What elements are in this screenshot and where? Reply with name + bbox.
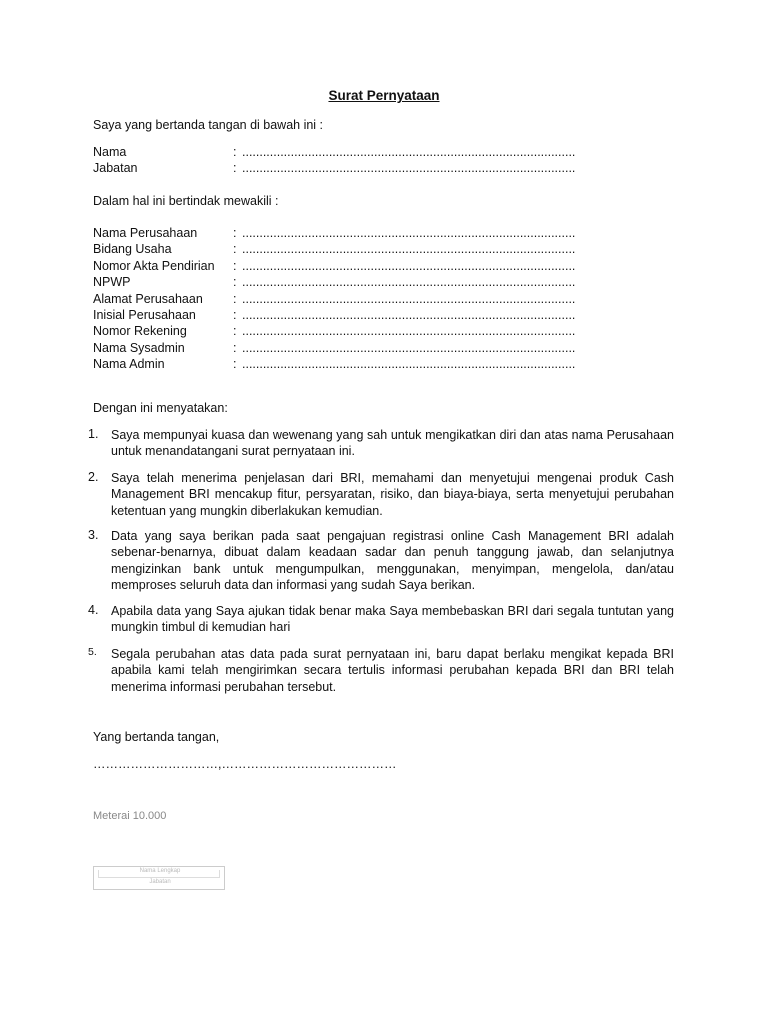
field-label: Alamat Perusahaan	[93, 292, 203, 306]
field-colon: :	[233, 226, 237, 240]
field-blank: ................................................................................................	[242, 161, 576, 175]
field-label: Nama Perusahaan	[93, 226, 198, 240]
statement-number: 5.	[88, 646, 97, 658]
field-label: Jabatan	[93, 161, 138, 175]
statement-number: 2.	[88, 470, 99, 484]
field-admin	[93, 357, 693, 373]
field-label: Inisial Perusahaan	[93, 308, 196, 322]
field-bidang-usaha	[93, 242, 693, 258]
statement-text: Segala perubahan atas data pada surat pernyataan ini, baru dapat berlaku mengikat kepada BRI apabila kami telah mengirimkan secara tertulis informasi perubahan kepada BRI dan BRI telah menerima informasi perubahan tersebut.	[111, 647, 674, 694]
field-blank: ................................................................................................	[242, 341, 576, 355]
statement-text: Data yang saya berikan pada saat pengajuan registrasi online Cash Management BRI adalah sebenar-benarnya, dibuat dalam keadaan sadar dan penuh tanggung jawab, dan selanjutnya mengizinkan bank untuk mengumpulkan, menggunakan, menyimpan, mengelola, dan/atau memproses seluruh data dan informasi yang sudah Saya berikan.	[111, 529, 674, 593]
statement-text: Saya mempunyai kuasa dan wewenang yang sah untuk mengikatkan diri dan atas nama Perusahaan untuk menandatangani surat pernyataan ini.	[111, 428, 674, 459]
field-inisial	[93, 308, 693, 324]
field-blank: ................................................................................................	[242, 308, 576, 322]
name-placeholder: Nama Lengkap	[139, 868, 181, 874]
represent-text: Dalam hal ini bertindak mewakili :	[93, 194, 279, 208]
signature-line: …………………………,……………………………………	[93, 757, 397, 771]
field-label: Nomor Akta Pendirian	[93, 259, 215, 273]
field-npwp	[93, 275, 693, 291]
stamp-label: Meterai 10.000	[93, 810, 167, 822]
field-label: Nomor Rekening	[93, 324, 187, 338]
statement-text: Saya telah menerima penjelasan dari BRI, memahami dan menyetujui mengenai produk Cash Management BRI mencakup fitur, persyaratan, risiko, dan biaya-biaya, serta menyetujui perubahan ketentuan yang mungkin diberlakukan kemudian.	[111, 471, 674, 518]
field-jabatan	[93, 161, 693, 177]
field-blank: ................................................................................................	[242, 242, 576, 256]
field-colon: :	[233, 259, 237, 273]
field-blank: ................................................................................................	[242, 226, 576, 240]
field-alamat	[93, 292, 693, 308]
field-blank: ................................................................................................	[242, 357, 576, 371]
field-blank: ................................................................................................	[242, 275, 576, 289]
field-blank: ................................................................................................	[242, 324, 576, 338]
field-label: Bidang Usaha	[93, 242, 172, 256]
document-title: Surat Pernyataan	[328, 88, 440, 103]
field-colon: :	[233, 341, 237, 355]
field-nama-perusahaan	[93, 226, 693, 242]
field-nama	[93, 145, 693, 161]
field-colon: :	[233, 324, 237, 338]
field-sysadmin	[93, 341, 693, 357]
name-box	[93, 866, 225, 890]
field-blank: ................................................................................................	[242, 259, 576, 273]
statement-number: 4.	[88, 603, 99, 617]
field-colon: :	[233, 357, 237, 371]
field-label: Nama Sysadmin	[93, 341, 185, 355]
field-colon: :	[233, 275, 237, 289]
field-nomor-akta	[93, 259, 693, 275]
position-placeholder: Jabatan	[149, 879, 171, 885]
field-colon: :	[233, 242, 237, 256]
statement-number: 3.	[88, 528, 99, 542]
field-colon: :	[233, 292, 237, 306]
field-label: Nama Admin	[93, 357, 165, 371]
field-colon: :	[233, 161, 237, 175]
closing-text: Yang bertanda tangan,	[93, 730, 220, 744]
field-colon: :	[233, 308, 237, 322]
field-blank: ................................................................................................	[242, 145, 576, 159]
statement-number: 1.	[88, 427, 99, 441]
intro-text: Saya yang bertanda tangan di bawah ini :	[93, 118, 324, 132]
field-colon: :	[233, 145, 237, 159]
field-label: Nama	[93, 145, 127, 159]
declare-text: Dengan ini menyatakan:	[93, 401, 228, 415]
field-nomor-rekening	[93, 324, 693, 340]
field-blank: ................................................................................................	[242, 292, 576, 306]
field-label: NPWP	[93, 275, 131, 289]
statement-text: Apabila data yang Saya ajukan tidak benar maka Saya membebaskan BRI dari segala tuntutan yang mungkin timbul di kemudian hari	[111, 604, 674, 635]
